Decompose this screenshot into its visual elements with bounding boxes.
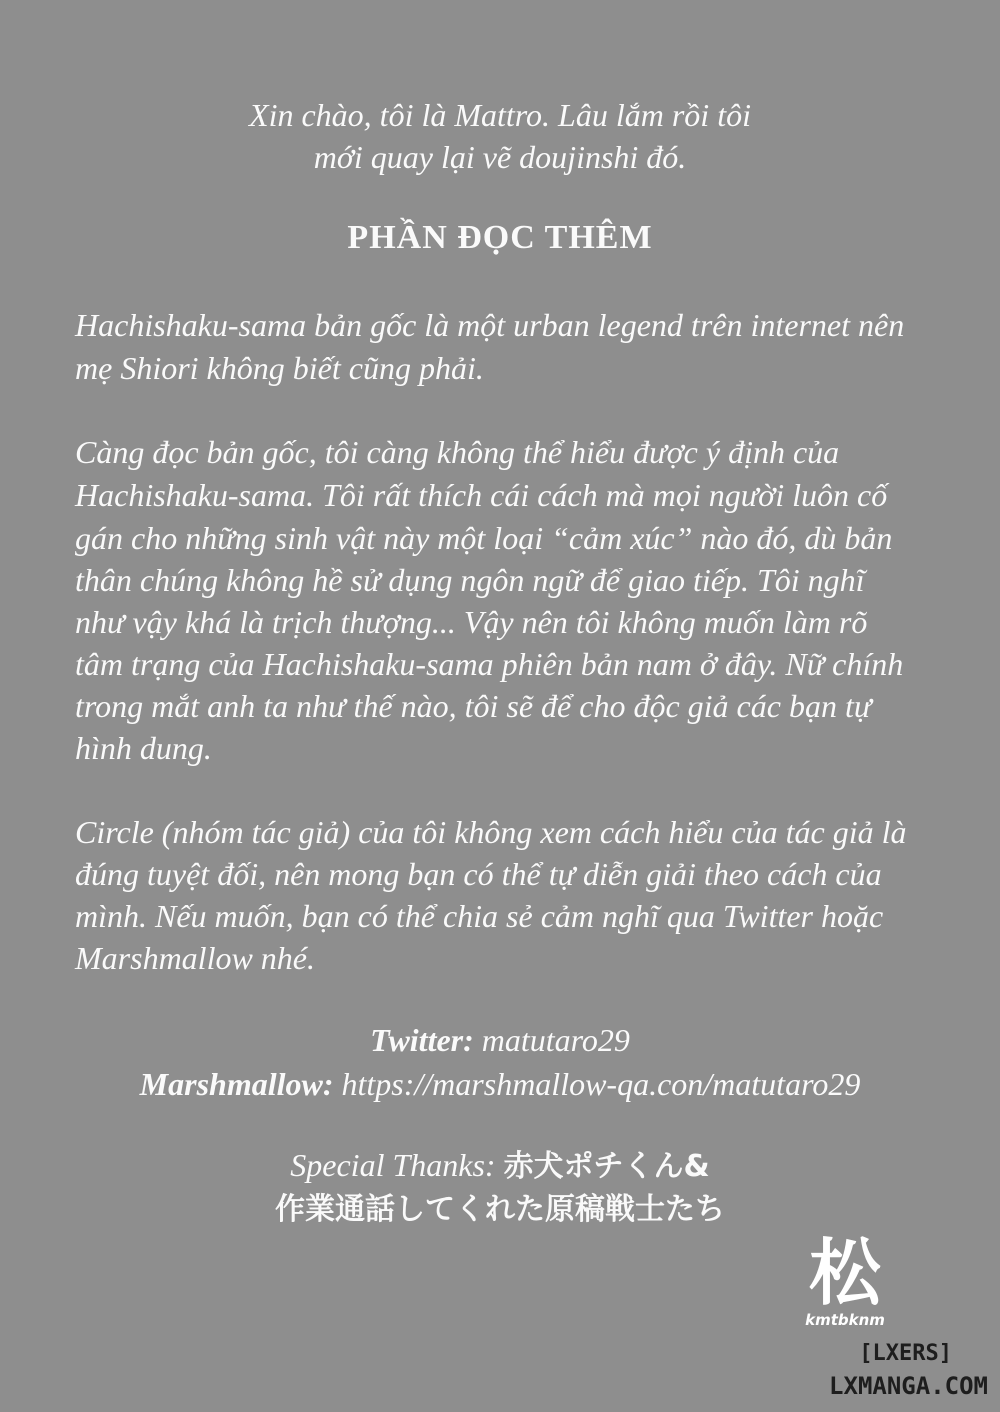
text-line: thân chúng không hề sử dụng ngôn ngữ để giao tiếp. Tôi nghĩ (75, 562, 865, 598)
special-thanks-line-2: 作業通話してくれた原稿戦士たち (275, 1192, 725, 1227)
text-line: Marshmallow nhé. (75, 940, 315, 976)
text-line: tâm trạng của Hachishaku-sama phiên bản nam ở đây. Nữ chính (75, 646, 904, 682)
marshmallow-line (0, 1064, 1000, 1104)
twitter-handle[interactable]: matutaro29 (481, 1022, 630, 1058)
text-line: gán cho những sinh vật này một loại “cảm xúc” nào đó, dù bản (75, 520, 893, 556)
twitter-label: Twitter: (370, 1022, 474, 1058)
twitter-line (0, 1020, 1000, 1060)
text-line: mẹ Shiori không biết cũng phải. (75, 350, 484, 386)
special-thanks-label: Special Thanks: (290, 1147, 496, 1183)
text-line: Càng đọc bản gốc, tôi càng không thể hiểu được ý định của (75, 434, 840, 470)
text-line: Hachishaku-sama bản gốc là một urban legend trên internet nên (75, 307, 905, 343)
text-line: đúng tuyệt đối, nên mong bạn có thể tự diễn giải theo cách của (75, 856, 882, 892)
text-line: như vậy khá là trịch thượng... Vậy nên tôi không muốn làm rõ (75, 604, 868, 640)
logo-mark: 松 (808, 1231, 881, 1315)
text-line: trong mắt anh ta như thế nào, tôi sẽ để cho độc giả các bạn tự (75, 688, 872, 724)
text-line: Circle (nhóm tác giả) của tôi không xem cách hiểu của tác giả là (75, 814, 907, 850)
special-thanks-names: 赤犬ポチくん& (503, 1149, 710, 1184)
text-line: mình. Nếu muốn, bạn có thể chia sẻ cảm nghĩ qua Twitter hoặc (75, 898, 884, 934)
logo-text: kmtbknm (805, 1311, 885, 1329)
watermark-group: [LXERS] (859, 1341, 952, 1366)
marshmallow-link[interactable]: https://marshmallow-qa.con/matutaro29 (341, 1066, 861, 1102)
text-line: Hachishaku-sama. Tôi rất thích cái cách mà mọi người luôn cố (75, 477, 888, 513)
intro-line: mới quay lại vẽ doujinshi đó. (313, 139, 687, 175)
circle-logo (795, 1231, 895, 1329)
marshmallow-label: Marshmallow: (139, 1066, 334, 1102)
special-thanks-line-1 (0, 1145, 1000, 1187)
text-line: hình dung. (75, 730, 212, 766)
page-title: PHẦN ĐỌC THÊM (347, 219, 653, 256)
watermark-site: LXMANGA.COM (829, 1372, 988, 1400)
intro-line: Xin chào, tôi là Mattro. Lâu lắm rồi tôi (249, 97, 751, 133)
